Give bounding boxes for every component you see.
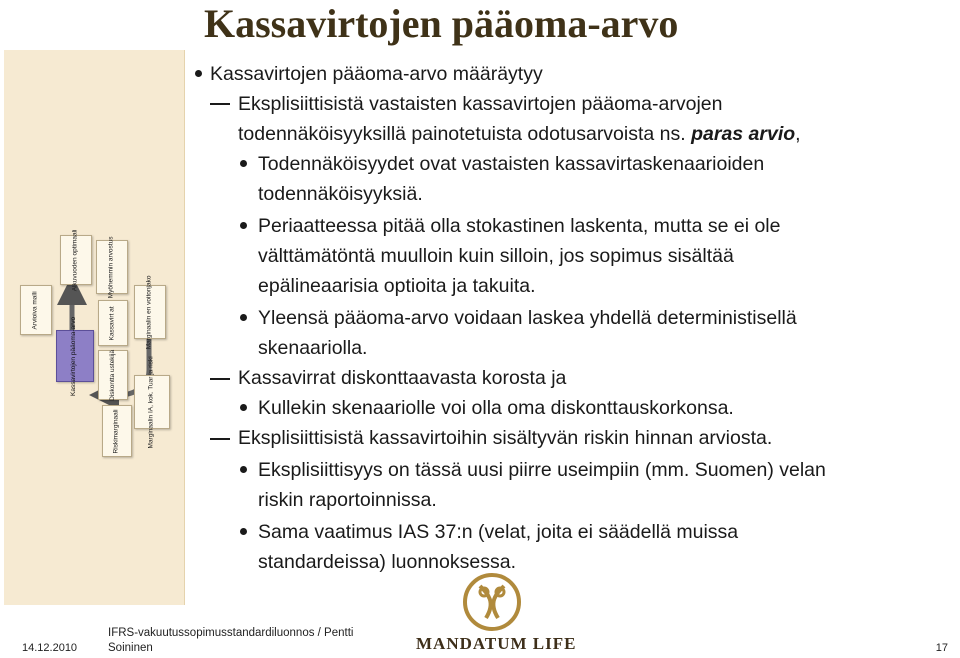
logo-text: MANDATUM LIFE: [416, 634, 577, 653]
bullet-dot: [240, 466, 247, 473]
bullet-text: välttämätöntä muulloin kuin silloin, jos sopimus sisältää: [258, 245, 734, 267]
bullet-text: todennäköisyyksiä.: [258, 183, 423, 205]
bullet-dash: [210, 378, 230, 380]
diagram-box-arvioiva-malli: Arvioiva malli: [20, 285, 52, 335]
diagram-box-myohemmin: Myöhemmin arvostus: [96, 240, 128, 294]
mandatum-logo-icon: [462, 572, 522, 632]
bullet-text: Kullekin skenaariolle voi olla oma diskonttauskorkonsa.: [258, 397, 734, 419]
bullet-text: Eksplisiittisistä vastaisten kassavirtojen pääoma-arvojen: [238, 93, 723, 115]
bullet-dot: [240, 528, 247, 535]
bullet-text: epälineaarisia optioita ja takuita.: [258, 275, 536, 297]
bullet-dot: [240, 222, 247, 229]
page-number: 17: [935, 642, 948, 654]
diagram-box-kassavirrat: Kassavirt at: [98, 300, 128, 346]
diagram-box-diskonttaustekija: Diskontta ustekijä: [98, 350, 128, 400]
diagram-box-marginaalin-ia: Marginaalin IA, kok. Tuar ja riski: [134, 375, 170, 429]
diagram-box-marginaalin-voitonjako: Marginaalin en voitonjako: [134, 285, 166, 339]
bullet-text: Sama vaatimus IAS 37:n (velat, joita ei säädellä muissa: [258, 521, 739, 543]
bullet-dash: [210, 103, 230, 105]
diagram-box-alkuvuoden: Alkuvuoden optimaali: [60, 235, 92, 285]
diagram-box-riskimarginaali: Riskimarginaali: [102, 405, 132, 457]
bullet-dot: [240, 314, 247, 321]
footer-text: IFRS-vakuutussopimusstandardiluonnos / Pentti Soininen: [108, 627, 354, 654]
bullet-text: riskin raportoinnissa.: [258, 489, 437, 511]
bullet-text: Periaatteessa pitää olla stokastinen laskenta, mutta se ei ole: [258, 215, 781, 237]
bullet-text: standardeissa) luonnoksessa.: [258, 551, 516, 573]
bullet-dot: [195, 70, 202, 77]
bullet-text: Todennäköisyydet ovat vastaisten kassavirtaskenaarioiden: [258, 153, 765, 175]
side-diagram-panel: [4, 50, 185, 605]
emphasis-paras-arvio: paras arvio: [691, 123, 796, 145]
bullet-text: Yleensä pääoma-arvo voidaan laskea yhdellä deterministisellä: [258, 307, 797, 329]
bullet-dot: [240, 404, 247, 411]
bullet-text: Eksplisiittisistä kassavirtoihin sisältyvän riskin hinnan arviosta.: [238, 427, 773, 449]
bullet-text: skenaariolla.: [258, 337, 368, 359]
slide-title: Kassavirtojen pääoma-arvo: [204, 1, 679, 46]
bullet-text: Kassavirtojen pääoma-arvo määräytyy: [210, 63, 543, 85]
bullet-text-paras-arvio: todennäköisyyksillä painotetuista odotusarvoista ns. paras arvio,: [238, 123, 801, 145]
bullet-dash: [210, 438, 230, 440]
bullet-dot: [240, 160, 247, 167]
bullet-text: Eksplisiittisyys on tässä uusi piirre useimpiin (mm. Suomen) velan: [258, 459, 826, 481]
bullet-text: Kassavirrat diskonttaavasta korosta ja: [238, 367, 567, 389]
diagram-box-paaoma-arvo: Kassavirtojen pääoma-arvo: [56, 330, 94, 382]
footer-date: 14.12.2010: [22, 642, 78, 654]
